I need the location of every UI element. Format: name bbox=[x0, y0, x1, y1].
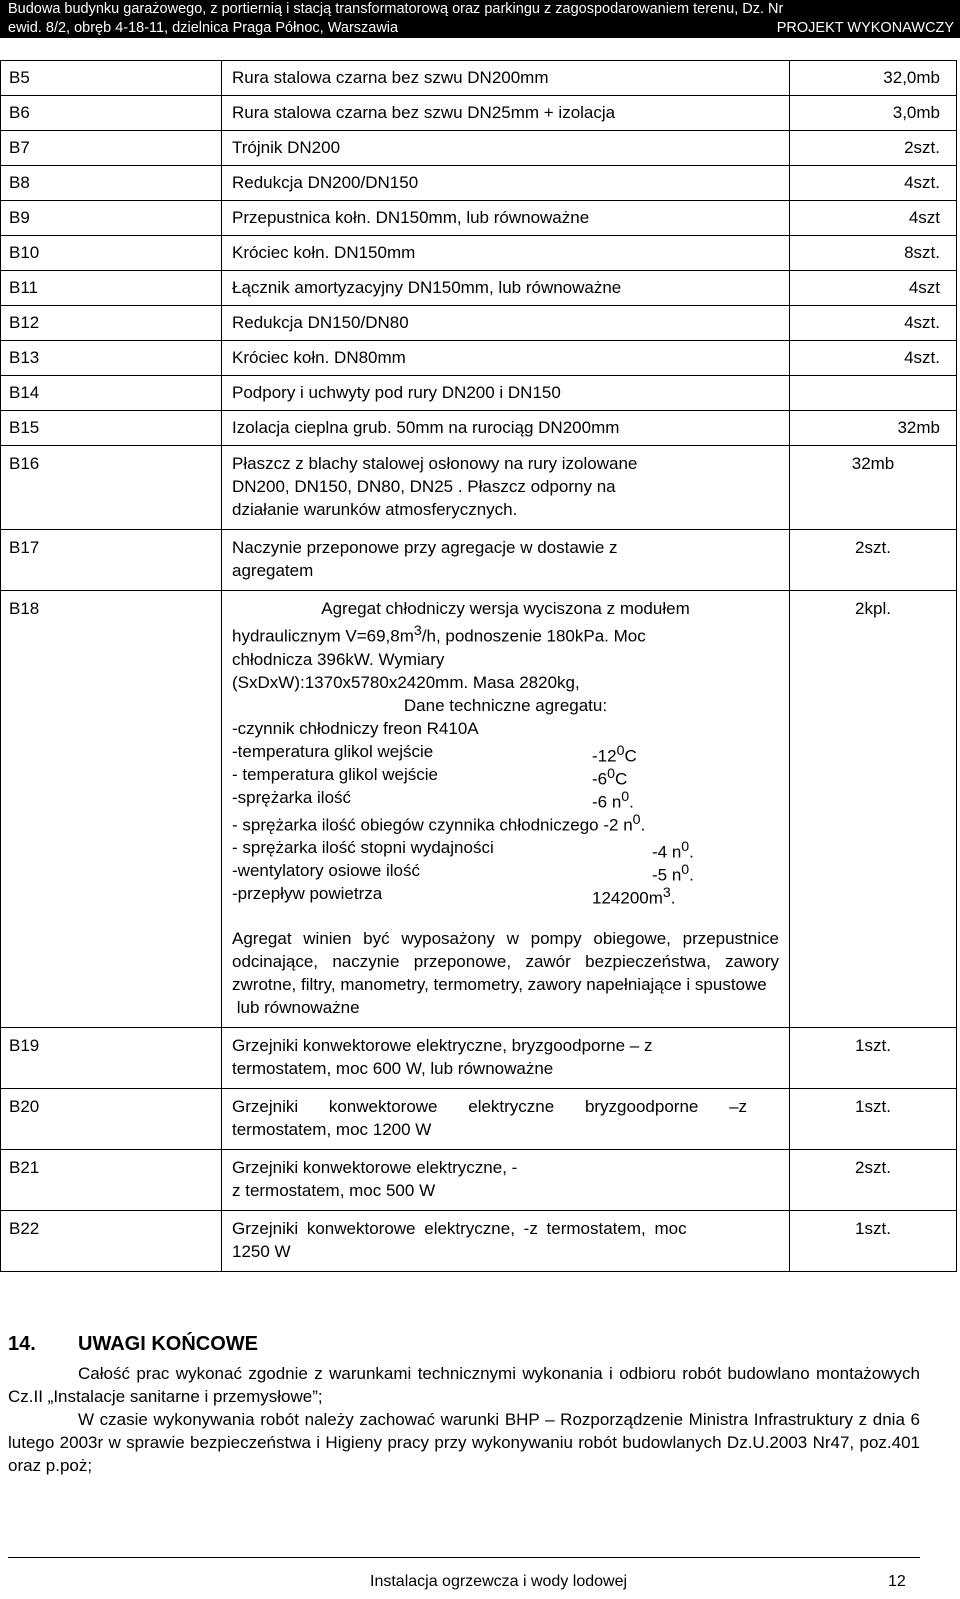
table-row bbox=[1, 1150, 957, 1211]
item-code: B8 bbox=[1, 166, 222, 201]
item-quantity: 4szt bbox=[790, 271, 957, 306]
description-line: (SxDxW):1370x5780x2420mm. Masa 2820kg, bbox=[232, 672, 580, 692]
item-code: B6 bbox=[1, 96, 222, 131]
table-row bbox=[1, 236, 957, 271]
description-line: Dane techniczne agregatu: bbox=[403, 695, 608, 715]
page-header bbox=[0, 0, 960, 38]
item-description bbox=[222, 1150, 790, 1211]
item-description bbox=[222, 1089, 790, 1150]
item-description bbox=[222, 446, 790, 530]
item-code: B11 bbox=[1, 271, 222, 306]
table-row bbox=[1, 1211, 957, 1272]
table-row bbox=[1, 591, 957, 1028]
final-remarks bbox=[8, 1362, 920, 1477]
item-quantity: 4szt. bbox=[790, 166, 957, 201]
item-quantity: 2kpl. bbox=[790, 591, 957, 1028]
item-description bbox=[222, 1211, 790, 1272]
spec-line: -sprężarka ilość -6 $n^0$. bbox=[232, 787, 634, 812]
item-quantity: 2szt. bbox=[790, 131, 957, 166]
item-quantity: 1szt. bbox=[790, 1211, 957, 1272]
item-code: B7 bbox=[1, 131, 222, 166]
item-description: Izolacja cieplna grub. 50mm na rurociąg DN200mm bbox=[222, 411, 790, 446]
item-code: B9 bbox=[1, 201, 222, 236]
spec-line: -temperatura glikol wejście $-12^0C$ bbox=[232, 741, 637, 766]
item-quantity: 32mb bbox=[790, 411, 957, 446]
section-number: 14. bbox=[8, 1333, 36, 1355]
page-number: 12 bbox=[888, 1573, 906, 1590]
description-line: Grzejniki konwektorowe elektryczne, -z termostatem, moc bbox=[232, 1219, 687, 1239]
table-row bbox=[1, 341, 957, 376]
description-line: DN200, DN150, DN80, DN25 . Płaszcz odporny na bbox=[232, 477, 616, 496]
table-row bbox=[1, 96, 957, 131]
description-line: Agregat chłodniczy wersja wyciszona z modułem bbox=[321, 599, 690, 618]
description-line: Naczynie przeponowe przy agregacje w dostawie z bbox=[232, 538, 618, 557]
spec-line: -wentylatory osiowe ilość -5 $n^0$. bbox=[232, 861, 694, 885]
item-quantity bbox=[790, 376, 957, 411]
table-row bbox=[1, 271, 957, 306]
table-row bbox=[1, 201, 957, 236]
description-line: Płaszcz z blachy stalowej osłonowy na rury izolowane bbox=[232, 454, 638, 473]
item-description: Trójnik DN200 bbox=[222, 131, 790, 166]
item-code: B17 bbox=[1, 530, 222, 591]
item-code: B15 bbox=[1, 411, 222, 446]
description-line: hydraulicznym $V=69,8m^3/h$, podnoszenie 180kPa. Moc bbox=[232, 623, 646, 646]
item-description: Króciec kołn. DN150mm bbox=[222, 236, 790, 271]
description-line: lub równoważne bbox=[232, 998, 360, 1018]
description-paragraph: Agregat winien być wyposażony w pompy obiegowe, przepustnice odcinające, naczynie przeponowe, zawór bezpieczeństwa, zawory zwrotne, filtry, manometry, termometry, zawory napełniające i spustowe bbox=[232, 929, 779, 995]
description-line: termostatem, moc 1200 W bbox=[232, 1120, 432, 1140]
remark-paragraph: Całość prac wykonać zgodnie z warunkami technicznymi wykonania i odbioru robót budowlano montażowych Cz.II „Instalacje sanitarne i przemysłowe”; bbox=[8, 1364, 920, 1406]
description-line: chłodnicza 396kW. Wymiary bbox=[232, 649, 445, 669]
item-description: Podpory i uchwyty pod rury DN200 i DN150 bbox=[222, 376, 790, 411]
description-line: z termostatem, moc 500 W bbox=[232, 1181, 436, 1201]
table-row bbox=[1, 131, 957, 166]
description-line: 1250 W bbox=[232, 1242, 291, 1262]
spec-line: - sprężarka ilość stopni wydajności -4 $n^0$. bbox=[232, 838, 694, 862]
item-code: B5 bbox=[1, 61, 222, 96]
item-description: Rura stalowa czarna bez szwu DN25mm + izolacja bbox=[222, 96, 790, 131]
spec-line: - sprężarka ilość obiegów czynnika chłodniczego -2 $n^0$. bbox=[232, 811, 646, 835]
item-description bbox=[222, 591, 790, 1028]
description-line: -czynnik chłodniczy freon R410A bbox=[232, 718, 479, 738]
remark-paragraph: W czasie wykonywania robót należy zachować warunki BHP – Rozporządzenie Ministra Infrastruktury z dnia 6 lutego 2003r w sprawie bezpieczeństwa i Higieny pracy przy wykonywaniu robót budowlanych Dz.U.2003 Nr47, poz.401 oraz p.poż; bbox=[8, 1410, 920, 1475]
item-quantity: 1szt. bbox=[790, 1028, 957, 1089]
description-line: Grzejniki konwektorowe elektryczne bryzgoodporne –z bbox=[232, 1097, 748, 1117]
item-description: Redukcja DN200/DN150 bbox=[222, 166, 790, 201]
section-heading bbox=[8, 1333, 258, 1356]
item-quantity: 2szt. bbox=[790, 530, 957, 591]
header-location-line: ewid. 8/2, obręb 4-18-11, dzielnica Praga Północ, Warszawia bbox=[8, 20, 399, 36]
table-row bbox=[1, 530, 957, 591]
header-title-line: Budowa budynku garażowego, z portiernią i stacją transformatorową oraz parkingu z zagospodarowaniem terenu, Dz. Nr bbox=[8, 1, 784, 17]
item-code: B10 bbox=[1, 236, 222, 271]
equipment-paragraph bbox=[232, 927, 779, 1019]
item-description bbox=[222, 1028, 790, 1089]
table-row bbox=[1, 1089, 957, 1150]
item-code: B13 bbox=[1, 341, 222, 376]
item-code: B22 bbox=[1, 1211, 222, 1272]
spec-line: -przepływ powietrza $124200m^3$. bbox=[232, 884, 676, 908]
table-row bbox=[1, 1028, 957, 1089]
item-description: Rura stalowa czarna bez szwu DN200mm bbox=[222, 61, 790, 96]
item-quantity: 4szt. bbox=[790, 306, 957, 341]
spec-line: - temperatura glikol wejście $-6^0C$ bbox=[232, 764, 628, 789]
table-row bbox=[1, 61, 957, 96]
header-project-type: PROJEKT WYKONAWCZY bbox=[776, 20, 954, 36]
item-description: Łącznik amortyzacyjny DN150mm, lub równoważne bbox=[222, 271, 790, 306]
footer-title: Instalacja ogrzewcza i wody lodowej bbox=[370, 1573, 628, 1590]
section-title: UWAGI KOŃCOWE bbox=[78, 1333, 258, 1355]
item-code: B18 bbox=[1, 591, 222, 1028]
item-code: B16 bbox=[1, 446, 222, 530]
footer-divider bbox=[8, 1557, 920, 1558]
item-quantity: 4szt. bbox=[790, 341, 957, 376]
item-code: B20 bbox=[1, 1089, 222, 1150]
item-description: Redukcja DN150/DN80 bbox=[222, 306, 790, 341]
item-description bbox=[222, 530, 790, 591]
item-quantity: 4szt bbox=[790, 201, 957, 236]
item-quantity: 3,0mb bbox=[790, 96, 957, 131]
item-code: B21 bbox=[1, 1150, 222, 1211]
item-code: B12 bbox=[1, 306, 222, 341]
table-row bbox=[1, 411, 957, 446]
item-quantity: 32mb bbox=[790, 446, 957, 530]
item-description: Króciec kołn. DN80mm bbox=[222, 341, 790, 376]
description-line: termostatem, moc 600 W, lub równoważne bbox=[232, 1059, 554, 1079]
item-quantity: 1szt. bbox=[790, 1089, 957, 1150]
table-row bbox=[1, 306, 957, 341]
description-line: agregatem bbox=[232, 561, 314, 580]
item-code: B14 bbox=[1, 376, 222, 411]
table-row bbox=[1, 166, 957, 201]
table-row bbox=[1, 446, 957, 530]
description-line: działanie warunków atmosferycznych. bbox=[232, 500, 518, 519]
item-quantity: 8szt. bbox=[790, 236, 957, 271]
description-line: Grzejniki konwektorowe elektryczne, bryzgoodporne – z bbox=[232, 1036, 653, 1056]
description-line: Grzejniki konwektorowe elektryczne, - bbox=[232, 1158, 518, 1178]
item-code: B19 bbox=[1, 1028, 222, 1089]
item-quantity: 2szt. bbox=[790, 1150, 957, 1211]
materials-table bbox=[0, 60, 957, 1272]
table-row bbox=[1, 376, 957, 411]
item-quantity: 32,0mb bbox=[790, 61, 957, 96]
item-description: Przepustnica kołn. DN150mm, lub równoważne bbox=[222, 201, 790, 236]
